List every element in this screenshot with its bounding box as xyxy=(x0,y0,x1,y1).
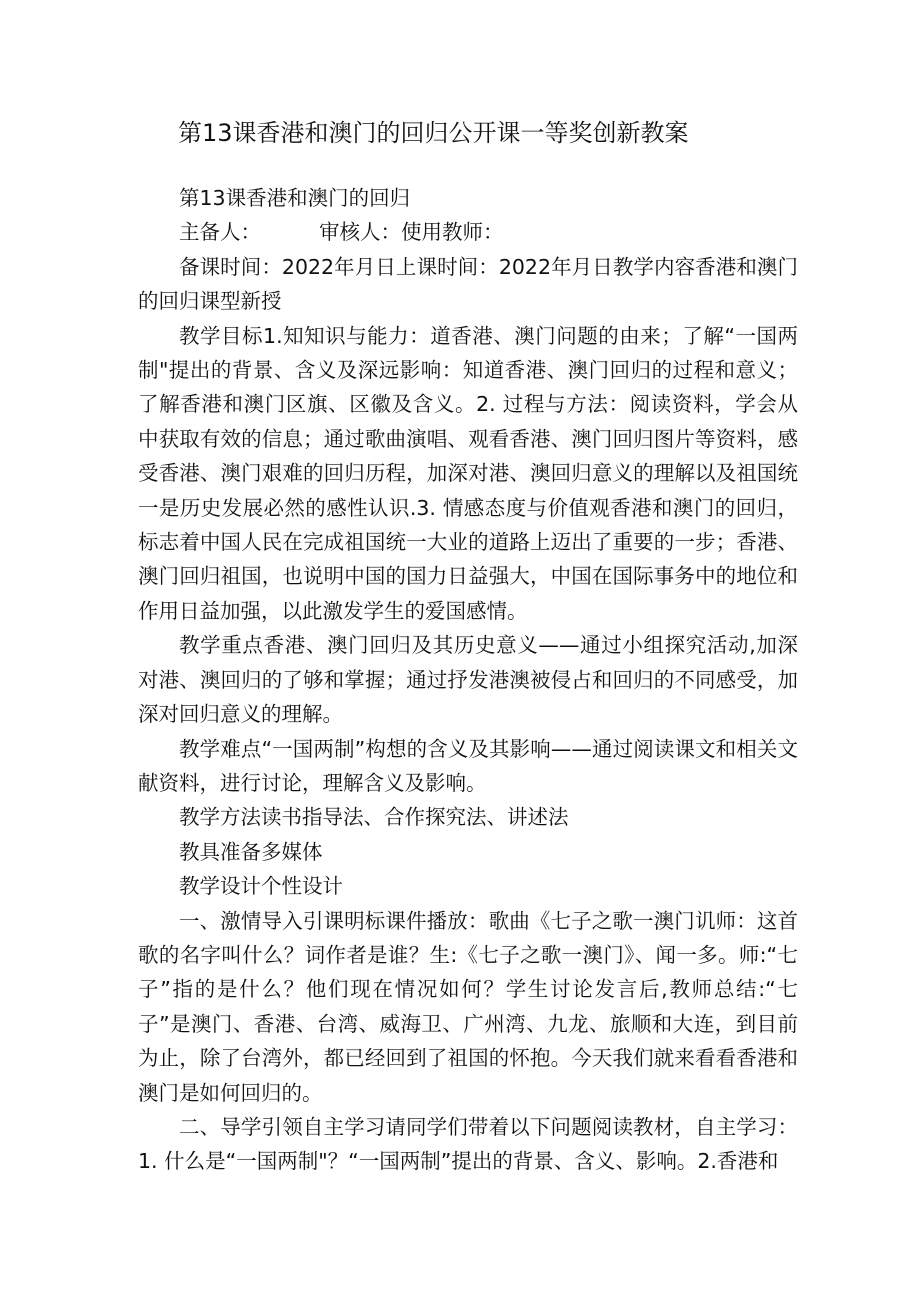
preparer-label: 主备人： xyxy=(179,220,261,245)
document-body xyxy=(138,181,798,1179)
schedule-paragraph: 备课时间：2022年月日上课时间：2022年月日教学内容香港和澳门的回归课型新授 xyxy=(138,254,798,314)
difficulties-paragraph: 教学难点“一国两制”构想的含义及其影响——通过阅读课文和相关文献资料，进行讨论，理解含义及影响。 xyxy=(138,736,798,795)
methods-paragraph: 教学方法读书指导法、合作探究法、讲述法 xyxy=(179,805,569,830)
key-points-paragraph: 教学重点香港、澳门回归及其历史意义——通过小组探究活动,加深对港、澳回归的了够和掌握；通过抒发港澳被侵占和回归的不同感受，加深对回归意义的理解。 xyxy=(138,633,798,727)
reviewer-label: 审核人：使用教师： xyxy=(319,220,504,245)
lesson-heading: 第13课香港和澳门的回归 xyxy=(179,186,411,210)
objectives-paragraph: 教学目标1.知知识与能力：道香港、澳门问题的由来；了解“一国两制"提出的背景、含义及深远影响：知道香港、澳门回归的过程和意义；了解香港和澳门区旗、区徽及含义。2. 过程与方法：阅读资料，学会从中获取有效的信息；通过歌曲演唱、观看香港、澳门回归图片等资料，感受香港、澳门艰难的回归历程，加深对港、澳回归意义的理解以及祖国统一是历史发展必然的感性认识.3. 情感态度与价值观香港和澳门的回归，标志着中国人民在完成祖国统一大业的道路上迈出了重要的一步；香港、澳门回归祖国，也说明中国的国力日益强大，中国在国际事务中的地位和作用日益加强，以此激发学生的爱国感情。 xyxy=(138,323,798,623)
tools-paragraph: 教具准备多媒体 xyxy=(179,839,323,864)
intro-paragraph: 一、激情导入引课明标课件播放：歌曲《七子之歌一澳门讥师：这首歌的名字叫什么？词作者是谁？生:《七子之歌一澳门》、闻一多。师:“七子”指的是什么？他们现在情况如何？学生讨论发言后,教师总结:“七子”是澳门、香港、台湾、威海卫、广州湾、九龙、旅顺和大连，到目前为止，除了台湾外，都已经回到了祖国的怀抱。今天我们就来看看香港和澳门是如何回归的。 xyxy=(138,908,798,1105)
staff-line xyxy=(138,215,798,249)
document-title: 第13课香港和澳门的回归公开课一等奖创新教案 xyxy=(178,119,689,147)
design-paragraph: 教学设计个性设计 xyxy=(179,874,343,899)
self-study-paragraph: 二、导学引领自主学习请同学们带着以下问题阅读教材，自主学习：1. 什么是“一国两制"？“一国两制”提出的背景、含义、影响。2.香港和 xyxy=(138,1114,798,1174)
